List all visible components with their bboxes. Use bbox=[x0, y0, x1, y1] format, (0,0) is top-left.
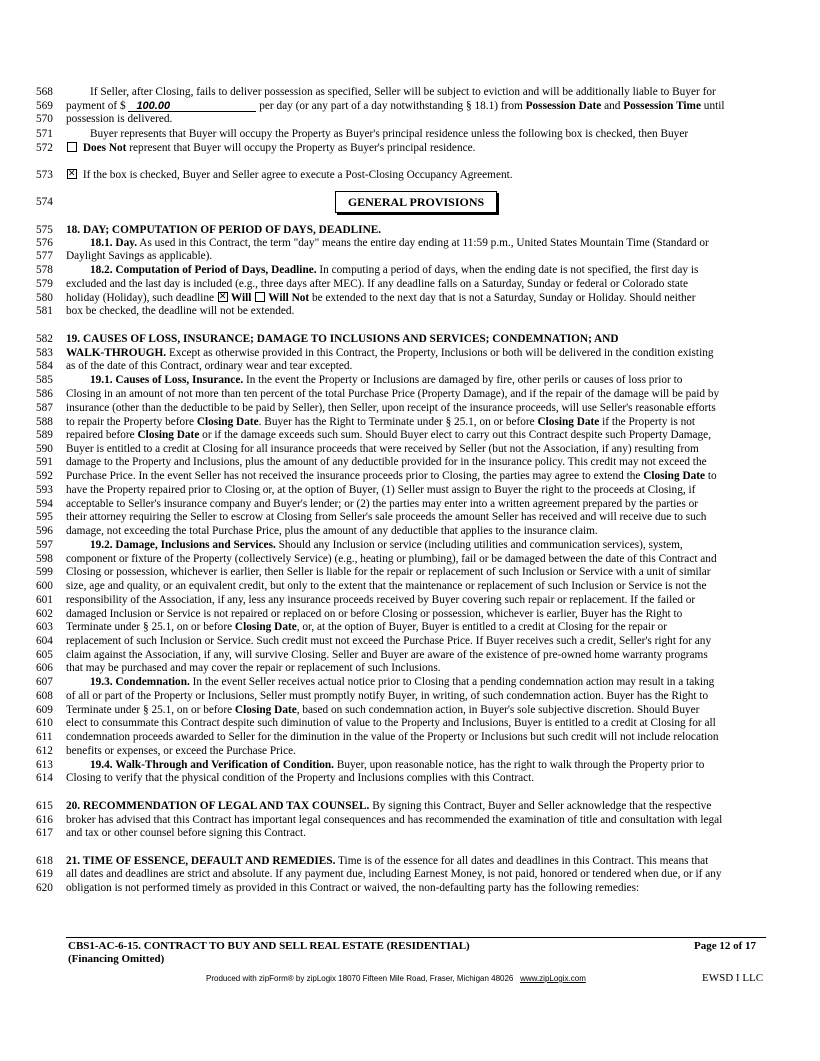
text-line bbox=[66, 484, 766, 496]
line-number: 616 bbox=[36, 814, 53, 826]
section-title: WALK-THROUGH. bbox=[66, 347, 167, 359]
text-line bbox=[66, 237, 766, 249]
text: , based on such condemnation action, in Buyer's sole subjective discretion. Should Buyer bbox=[296, 704, 700, 716]
line-number: 571 bbox=[36, 128, 53, 140]
text: or if the damage exceeds such sum. Should Buyer elect to carry out this Contract despite such Property Damage, bbox=[202, 429, 712, 441]
text-line bbox=[66, 113, 766, 125]
text-line bbox=[66, 814, 766, 826]
section-title: 18. DAY; COMPUTATION OF PERIOD OF DAYS, DEADLINE. bbox=[66, 224, 382, 236]
text-line bbox=[66, 566, 766, 578]
text: If the box is checked, Buyer and Seller agree to execute a Post-Closing Occupancy Agreement. bbox=[82, 169, 513, 181]
subsection-title: Causes of Loss, Insurance. bbox=[115, 374, 244, 386]
line-number: 591 bbox=[36, 456, 53, 468]
text: damage to the Property and Inclusions, plus the amount of any deductible provided for in the insurance policy. This credit may not exceed the bbox=[66, 456, 707, 468]
text-line bbox=[66, 278, 766, 290]
line-number: 582 bbox=[36, 333, 53, 345]
line-number: 580 bbox=[36, 292, 53, 304]
text-line bbox=[66, 882, 766, 894]
line-number: 584 bbox=[36, 360, 53, 372]
text: Terminate under § 25.1, on or before bbox=[66, 704, 233, 716]
line-number: 608 bbox=[36, 690, 53, 702]
text-line bbox=[66, 539, 766, 551]
line-number: 599 bbox=[36, 566, 53, 578]
line-number: 600 bbox=[36, 580, 53, 592]
line-number: 592 bbox=[36, 470, 53, 482]
text: possession is delivered. bbox=[66, 113, 173, 125]
text: Time is of the essence for all dates and deadlines in this Contract. This means that bbox=[338, 855, 709, 867]
line-number: 610 bbox=[36, 717, 53, 729]
line-number: 578 bbox=[36, 264, 53, 276]
text-line bbox=[66, 250, 766, 262]
line-number: 568 bbox=[36, 86, 53, 98]
line-number: 579 bbox=[36, 278, 53, 290]
produced-with bbox=[206, 974, 586, 983]
text-line bbox=[66, 608, 766, 620]
text-line bbox=[66, 800, 766, 812]
text-line bbox=[66, 704, 766, 716]
text: In the event Seller receives actual notice prior to Closing that a pending condemnation action may result in a taking bbox=[192, 676, 715, 688]
text: box be checked, the deadline will not be extended. bbox=[66, 305, 295, 317]
section-title: 21. TIME OF ESSENCE, DEFAULT AND REMEDIES. bbox=[66, 855, 336, 867]
text: excluded and the last day is included (e.g., three days after MEC). If any deadline falls on a Saturday, Sunday or federal or Colorado state bbox=[66, 278, 688, 290]
text-line bbox=[66, 525, 766, 537]
text: claim against the Association, if any, will survive Closing. Seller and Buyer are aware of the existence of pre-owned home warranty programs bbox=[66, 649, 708, 661]
line-number: 587 bbox=[36, 402, 53, 414]
line-number: 574 bbox=[36, 196, 53, 208]
term-closing-date: Closing Date bbox=[234, 621, 297, 633]
text: Closing or possession, whichever is earlier, then Seller is liable for the repair or replacement of such Inclusion or Service with a unit of similar bbox=[66, 566, 711, 578]
text-line bbox=[66, 827, 766, 839]
text: be extended to the next day that is not a Saturday, Sunday or Holiday. Should neither bbox=[311, 292, 696, 304]
line-number: 588 bbox=[36, 416, 53, 428]
text-line bbox=[66, 374, 766, 386]
text-line bbox=[66, 456, 766, 468]
subsection-number: 19.4. bbox=[90, 759, 113, 771]
text-line bbox=[66, 429, 766, 441]
text: . Buyer has the Right to Terminate under § 25.1, on or before bbox=[258, 416, 535, 428]
text-line bbox=[66, 86, 766, 98]
text: payment of $ bbox=[66, 100, 126, 112]
text-line bbox=[66, 621, 766, 633]
text-line bbox=[66, 470, 766, 482]
page-number: Page 12 of 17 bbox=[694, 940, 757, 952]
text-line bbox=[66, 759, 766, 771]
text: benefits or expenses, or exceed the Purchase Price. bbox=[66, 745, 296, 757]
text-line bbox=[66, 511, 766, 523]
line-number: 598 bbox=[36, 553, 53, 565]
text: to bbox=[707, 470, 717, 482]
term-closing-date: Closing Date bbox=[643, 470, 706, 482]
text-line bbox=[66, 553, 766, 565]
subsection-number: 18.1. bbox=[90, 237, 113, 249]
line-number: 601 bbox=[36, 594, 53, 606]
line-number: 617 bbox=[36, 827, 53, 839]
term-closing-date: Closing Date bbox=[196, 416, 259, 428]
option-will: Will bbox=[230, 292, 252, 304]
text: In the event the Property or Inclusions are damaged by fire, other perils or causes of loss prior to bbox=[246, 374, 683, 386]
text: By signing this Contract, Buyer and Seller acknowledge that the respective bbox=[372, 800, 712, 812]
text: In computing a period of days, when the ending date is not specified, the first day is bbox=[319, 264, 699, 276]
term-closing-date: Closing Date bbox=[537, 416, 600, 428]
line-number: 577 bbox=[36, 250, 53, 262]
line-number: 603 bbox=[36, 621, 53, 633]
text: condemnation proceeds awarded to Seller for the diminution in the value of the Property or Inclusions but such credit will not include relocation bbox=[66, 731, 719, 743]
text: Terminate under § 25.1, on or before bbox=[66, 621, 233, 633]
text-line bbox=[66, 855, 766, 867]
post-closing-occupancy-checkbox[interactable] bbox=[67, 169, 77, 179]
text: Purchase Price. In the event Seller has not received the insurance proceeds prior to Closing, the parties may agree to extend the bbox=[66, 470, 641, 482]
ziplogix-link[interactable]: www.zipLogix.com bbox=[520, 974, 586, 983]
produced-text: Produced with zipForm® by zipLogix 18070 Fifteen Mile Road, Fraser, Michigan 48026 bbox=[206, 974, 514, 983]
text-line bbox=[66, 717, 766, 729]
text-line bbox=[66, 498, 766, 510]
line-number: 575 bbox=[36, 224, 53, 236]
deadline-will-checkbox[interactable] bbox=[218, 292, 228, 302]
subsection-title: Condemnation. bbox=[115, 676, 190, 688]
line-number: 576 bbox=[36, 237, 53, 249]
text: Buyer, upon reasonable notice, has the right to walk through the Property prior to bbox=[336, 759, 705, 771]
text: Except as otherwise provided in this Contract, the Property, Inclusions or both will be delivered in the condition existing bbox=[168, 347, 714, 359]
financing-note: (Financing Omitted) bbox=[68, 953, 165, 965]
text: and bbox=[604, 100, 621, 112]
text: damaged Inclusion or Service is not repaired or replaced on or before Closing or possession, whichever is earlier, Buyer has the Right to bbox=[66, 608, 683, 620]
text: Closing in an amount of not more than ten percent of the total Purchase Price (Property Damage), and if the repair of the damage will be paid by bbox=[66, 388, 720, 400]
term-possession-time: Possession Time bbox=[623, 100, 701, 112]
text: acceptable to Seller's insurance company and Buyer's lender; or (2) the parties may enter into a written agreement prepared by the parties or bbox=[66, 498, 699, 510]
text: component or fixture of the Property (collectively Service) (e.g., heating or plumbing), fail or be damaged between the date of this Contract and bbox=[66, 553, 717, 565]
line-number: 613 bbox=[36, 759, 53, 771]
text-line bbox=[66, 347, 766, 359]
text: Closing to verify that the physical condition of the Property and Inclusions complies with this Contract. bbox=[66, 772, 535, 784]
line-number: 612 bbox=[36, 745, 53, 757]
text-line bbox=[66, 305, 766, 317]
line-number: 573 bbox=[36, 169, 53, 181]
line-number: 593 bbox=[36, 484, 53, 496]
text-line bbox=[66, 635, 766, 647]
does-not-occupy-checkbox[interactable] bbox=[67, 142, 77, 152]
text: As used in this Contract, the term "day" means the entire day ending at 11:59 p.m., United States Mountain Time (Standard or bbox=[139, 237, 709, 249]
text: as of the date of this Contract, ordinary wear and tear excepted. bbox=[66, 360, 353, 372]
text: holiday (Holiday), such deadline bbox=[66, 292, 215, 304]
text-line bbox=[66, 772, 766, 784]
text-line bbox=[66, 690, 766, 702]
line-number: 604 bbox=[36, 635, 53, 647]
line-number: 586 bbox=[36, 388, 53, 400]
text: damage, not exceeding the total Purchase Price, plus the amount of any deductible that applies to the insurance claim. bbox=[66, 525, 598, 537]
text: broker has advised that this Contract has important legal consequences and has recommended the examination of title and consultation with legal bbox=[66, 814, 723, 826]
subsection-number: 19.3. bbox=[90, 676, 113, 688]
line-number: 585 bbox=[36, 374, 53, 386]
company-name: EWSD I LLC bbox=[702, 972, 764, 984]
text: represent that Buyer will occupy the Property as Buyer's principal residence. bbox=[129, 142, 476, 154]
line-number: 611 bbox=[36, 731, 53, 743]
subsection-number: 19.2. bbox=[90, 539, 113, 551]
subsection-title: Damage, Inclusions and Services. bbox=[115, 539, 276, 551]
line-number: 589 bbox=[36, 429, 53, 441]
text-line bbox=[66, 402, 766, 414]
text-line bbox=[66, 128, 766, 140]
line-number: 572 bbox=[36, 142, 53, 154]
text: Buyer represents that Buyer will occupy the Property as Buyer's principal residence unless the following box is checked, then Buyer bbox=[90, 128, 689, 140]
line-number: 581 bbox=[36, 305, 53, 317]
line-number: 570 bbox=[36, 113, 53, 125]
line-number: 569 bbox=[36, 100, 53, 112]
line-number: 618 bbox=[36, 855, 53, 867]
line-number: 597 bbox=[36, 539, 53, 551]
line-number: 609 bbox=[36, 704, 53, 716]
text-line bbox=[66, 580, 766, 592]
text: If Seller, after Closing, fails to deliver possession as specified, Seller will be subject to eviction and will be additionally liable to Buyer for bbox=[90, 86, 716, 98]
text: replacement of such Inclusion or Service. Such credit must not exceed the Purchase Price. If Buyer receives such a credit, Seller's right for any bbox=[66, 635, 712, 647]
text-line bbox=[66, 292, 766, 304]
subsection-title: Walk-Through and Verification of Condition. bbox=[115, 759, 334, 771]
text-line bbox=[66, 169, 766, 181]
subsection-title: Computation of Period of Days, Deadline. bbox=[115, 264, 317, 276]
section-title: 19. CAUSES OF LOSS, INSURANCE; DAMAGE TO INCLUSIONS AND SERVICES; CONDEMNATION; AND bbox=[66, 333, 619, 345]
text-line bbox=[66, 731, 766, 743]
text: elect to consummate this Contract despite such diminution of value to the Property and Inclusions, Buyer is entitled to a credit at Closing for all bbox=[66, 717, 716, 729]
term-closing-date: Closing Date bbox=[137, 429, 200, 441]
line-number: 594 bbox=[36, 498, 53, 510]
line-number: 615 bbox=[36, 800, 53, 812]
text: Daylight Savings as applicable). bbox=[66, 250, 213, 262]
line-number: 620 bbox=[36, 882, 53, 894]
text: have the Property repaired prior to Closing or, at the option of Buyer, (1) Seller must assign to Buyer the right to the proceeds at Closing, if bbox=[66, 484, 696, 496]
line-number: 602 bbox=[36, 608, 53, 620]
section-18-title bbox=[66, 224, 766, 236]
text: responsibility of the Association, if any, less any insurance proceeds received by Buyer covering such repair or replacement. If the failed or bbox=[66, 594, 696, 606]
section-title: 20. RECOMMENDATION OF LEGAL AND TAX COUNSEL. bbox=[66, 800, 370, 812]
line-number: 606 bbox=[36, 662, 53, 674]
text: Should any Inclusion or service (including utilities and communication services), system, bbox=[278, 539, 683, 551]
text-line bbox=[66, 594, 766, 606]
text: insurance (other than the deductible to be paid by Seller), then Seller, upon receipt of the insurance proceeds, will use Seller's reasonable efforts bbox=[66, 402, 716, 414]
option-will-not: Will Not bbox=[268, 292, 310, 304]
line-number: 614 bbox=[36, 772, 53, 784]
term-closing-date: Closing Date bbox=[234, 704, 297, 716]
text: repaired before bbox=[66, 429, 135, 441]
text: all dates and deadlines are strict and absolute. If any payment due, including Earnest Money, is not paid, honored or tendered when due, or if any bbox=[66, 868, 722, 880]
line-number: 607 bbox=[36, 676, 53, 688]
text: their attorney requiring the Seller to escrow at Closing from Seller's sale proceeds the amount Seller has received and will receive due to such bbox=[66, 511, 707, 523]
subsection-number: 19.1. bbox=[90, 374, 113, 386]
text: , or, at the option of Buyer, Buyer is entitled to a credit at Closing for the repair or bbox=[296, 621, 667, 633]
text-line bbox=[66, 662, 766, 674]
text-line bbox=[66, 142, 766, 154]
line-number: 596 bbox=[36, 525, 53, 537]
text: size, age and quality, or an equivalent credit, but only to the extent that the maintenance or replacement of such Inclusion or Service is not the bbox=[66, 580, 707, 592]
deadline-will-not-checkbox[interactable] bbox=[255, 292, 265, 302]
section-19-title bbox=[66, 333, 766, 345]
line-number: 605 bbox=[36, 649, 53, 661]
text-line bbox=[66, 264, 766, 276]
text-line bbox=[66, 443, 766, 455]
line-number: 590 bbox=[36, 443, 53, 455]
text-line bbox=[66, 388, 766, 400]
subsection-number: 18.2. bbox=[90, 264, 113, 276]
footer-rule bbox=[66, 937, 766, 938]
text: Buyer is entitled to a credit at Closing for all insurance proceeds that were received by Seller (but not the Association, if any) resulting from bbox=[66, 443, 699, 455]
text: that may be purchased and may cover the repair or replacement of such Inclusions. bbox=[66, 662, 441, 674]
text-line bbox=[66, 360, 766, 372]
text-line bbox=[66, 676, 766, 688]
text-line bbox=[66, 745, 766, 757]
per-day-amount-field[interactable]: 100.00 bbox=[128, 101, 256, 112]
text-line bbox=[66, 416, 766, 428]
general-provisions-heading: GENERAL PROVISIONS bbox=[335, 191, 497, 213]
line-number: 595 bbox=[36, 511, 53, 523]
text: if the Property is not bbox=[602, 416, 696, 428]
text: to repair the Property before bbox=[66, 416, 194, 428]
line-number: 583 bbox=[36, 347, 53, 359]
text: and tax or other counsel before signing this Contract. bbox=[66, 827, 306, 839]
text: until bbox=[703, 100, 725, 112]
text-line bbox=[66, 649, 766, 661]
text: of all or part of the Property or Inclusions, Seller must promptly notify Buyer, in writing, of such condemnation action. Buyer has the Right to bbox=[66, 690, 709, 702]
term-possession-date: Possession Date bbox=[525, 100, 602, 112]
form-id: CBS1-AC-6-15. CONTRACT TO BUY AND SELL REAL ESTATE (RESIDENTIAL) bbox=[68, 940, 470, 952]
text: obligation is not performed timely as provided in this Contract or waived, the non-defaulting party has the following remedies: bbox=[66, 882, 640, 894]
text: per day (or any part of a day notwithstanding § 18.1) from bbox=[259, 100, 523, 112]
text-line bbox=[66, 100, 766, 112]
line-number: 619 bbox=[36, 868, 53, 880]
text-line bbox=[66, 868, 766, 880]
subsection-title: Day. bbox=[115, 237, 138, 249]
term-does-not: Does Not bbox=[82, 142, 127, 154]
